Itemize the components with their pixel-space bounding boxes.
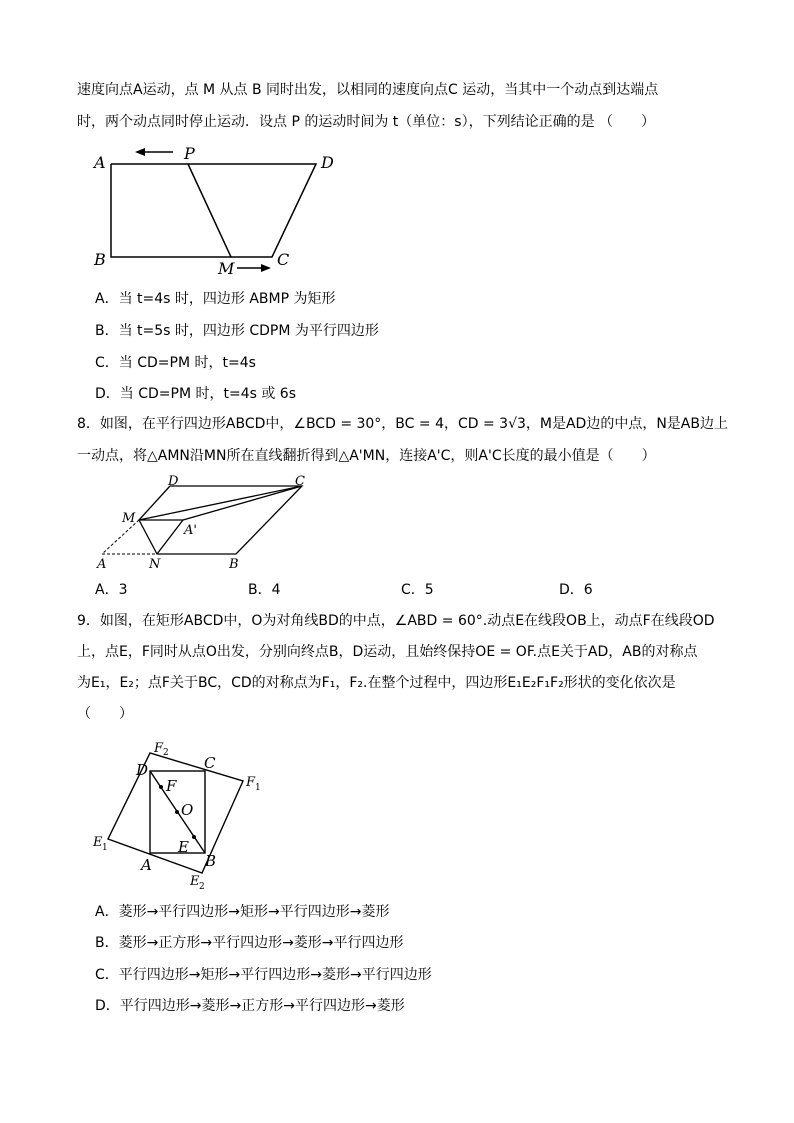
q9-option-a: A．菱形→平行四边形→矩形→平行四边形→菱形 (95, 904, 390, 920)
q9-label-D: D (136, 761, 149, 779)
q9-label-F1: F (246, 775, 256, 790)
q8-option-b: B．4 (248, 582, 281, 598)
q8-option-a: A．3 (95, 582, 128, 598)
q9-text-line-4: （ ） (77, 706, 133, 722)
q9-label-E2: E (190, 874, 200, 889)
q7-label-D: D (321, 153, 334, 172)
q7-label-A: A (94, 153, 106, 172)
q9-label-O: O (181, 801, 194, 819)
q8-label-A-prime: A' (184, 523, 197, 538)
q8-option-c: C．5 (401, 582, 434, 598)
q9-option-c: C．平行四边形→矩形→平行四边形→菱形→平行四边形 (95, 967, 432, 983)
q9-label-F1-sub: 1 (255, 783, 261, 793)
q9-text-line-3: 为E₁，E₂；点F关于BC，CD的对称点为F₁，F₂.在整个过程中，四边形E₁E₂F₁F₂形状的变化依次是 (77, 675, 676, 691)
q9-label-E1: E (93, 835, 103, 850)
q8-label-M: M (122, 511, 136, 526)
q8-label-C: C (295, 474, 305, 489)
q9-label-F: F (166, 777, 177, 795)
q8-label-D: D (168, 474, 179, 489)
q9-label-E2-sub: 2 (199, 882, 205, 892)
q9-label-E1-sub: 1 (102, 843, 108, 853)
q9-label-F2-sub: 2 (163, 748, 169, 758)
q7-text-line-1: 速度向点A运动，点 M 从点 B 同时出发，以相同的速度向点C 运动，当其中一个动点到达端点 (77, 82, 659, 98)
q9-label-A: A (141, 856, 152, 874)
q9-text-line-2: 上，点E，F同时从点O出发，分别向终点B，D运动，且始终保持OE = OF.点E关于AD，AB的对称点 (77, 644, 698, 660)
q8-label-A: A (97, 557, 107, 572)
q9-option-b: B．菱形→正方形→平行四边形→菱形→平行四边形 (95, 935, 404, 951)
q8-text-line-1: 8．如图，在平行四边形ABCD中，∠BCD = 30°，BC = 4，CD = 3√3，M是AD边的中点，N是AB边上 (77, 416, 728, 432)
q9-figure (88, 735, 268, 895)
q8-label-N: N (149, 557, 161, 572)
q9-option-d: D．平行四边形→菱形→正方形→平行四边形→菱形 (95, 998, 405, 1014)
q8-figure (92, 472, 314, 572)
q7-option-c: C．当 CD=PM 时，t=4s (95, 355, 256, 371)
q8-text-line-2: 一动点，将△AMN沿MN所在直线翻折得到△A'MN，连接A'C，则A'C长度的最小值是（ ） (77, 448, 656, 464)
q7-text-line-2: 时，两个动点同时停止运动．设点 P 的运动时间为 t（单位：s），下列结论正确的是 （ ） (77, 114, 656, 130)
q8-option-d: D．6 (559, 582, 593, 598)
q9-text-line-1: 9．如图，在矩形ABCD中，O为对角线BD的中点，∠ABD = 60°.动点E在线段OB上，动点F在线段OD (77, 613, 715, 629)
q9-label-E: E (178, 838, 189, 856)
q7-label-B: B (94, 250, 106, 269)
q7-label-P: P (184, 144, 195, 163)
q7-option-d: D．当 CD=PM 时，t=4s 或 6s (95, 386, 297, 402)
q7-label-C: C (277, 250, 290, 269)
q9-label-B: B (205, 852, 217, 870)
q7-option-a: A．当 t=4s 时，四边形 ABMP 为矩形 (95, 291, 336, 307)
q9-label-F2: F (154, 741, 164, 756)
q7-label-M: M (218, 259, 235, 278)
q8-label-B: B (229, 557, 239, 572)
q9-label-C: C (204, 754, 216, 772)
q7-figure (85, 140, 345, 280)
q7-option-b: B．当 t=5s 时，四边形 CDPM 为平行四边形 (95, 323, 379, 339)
